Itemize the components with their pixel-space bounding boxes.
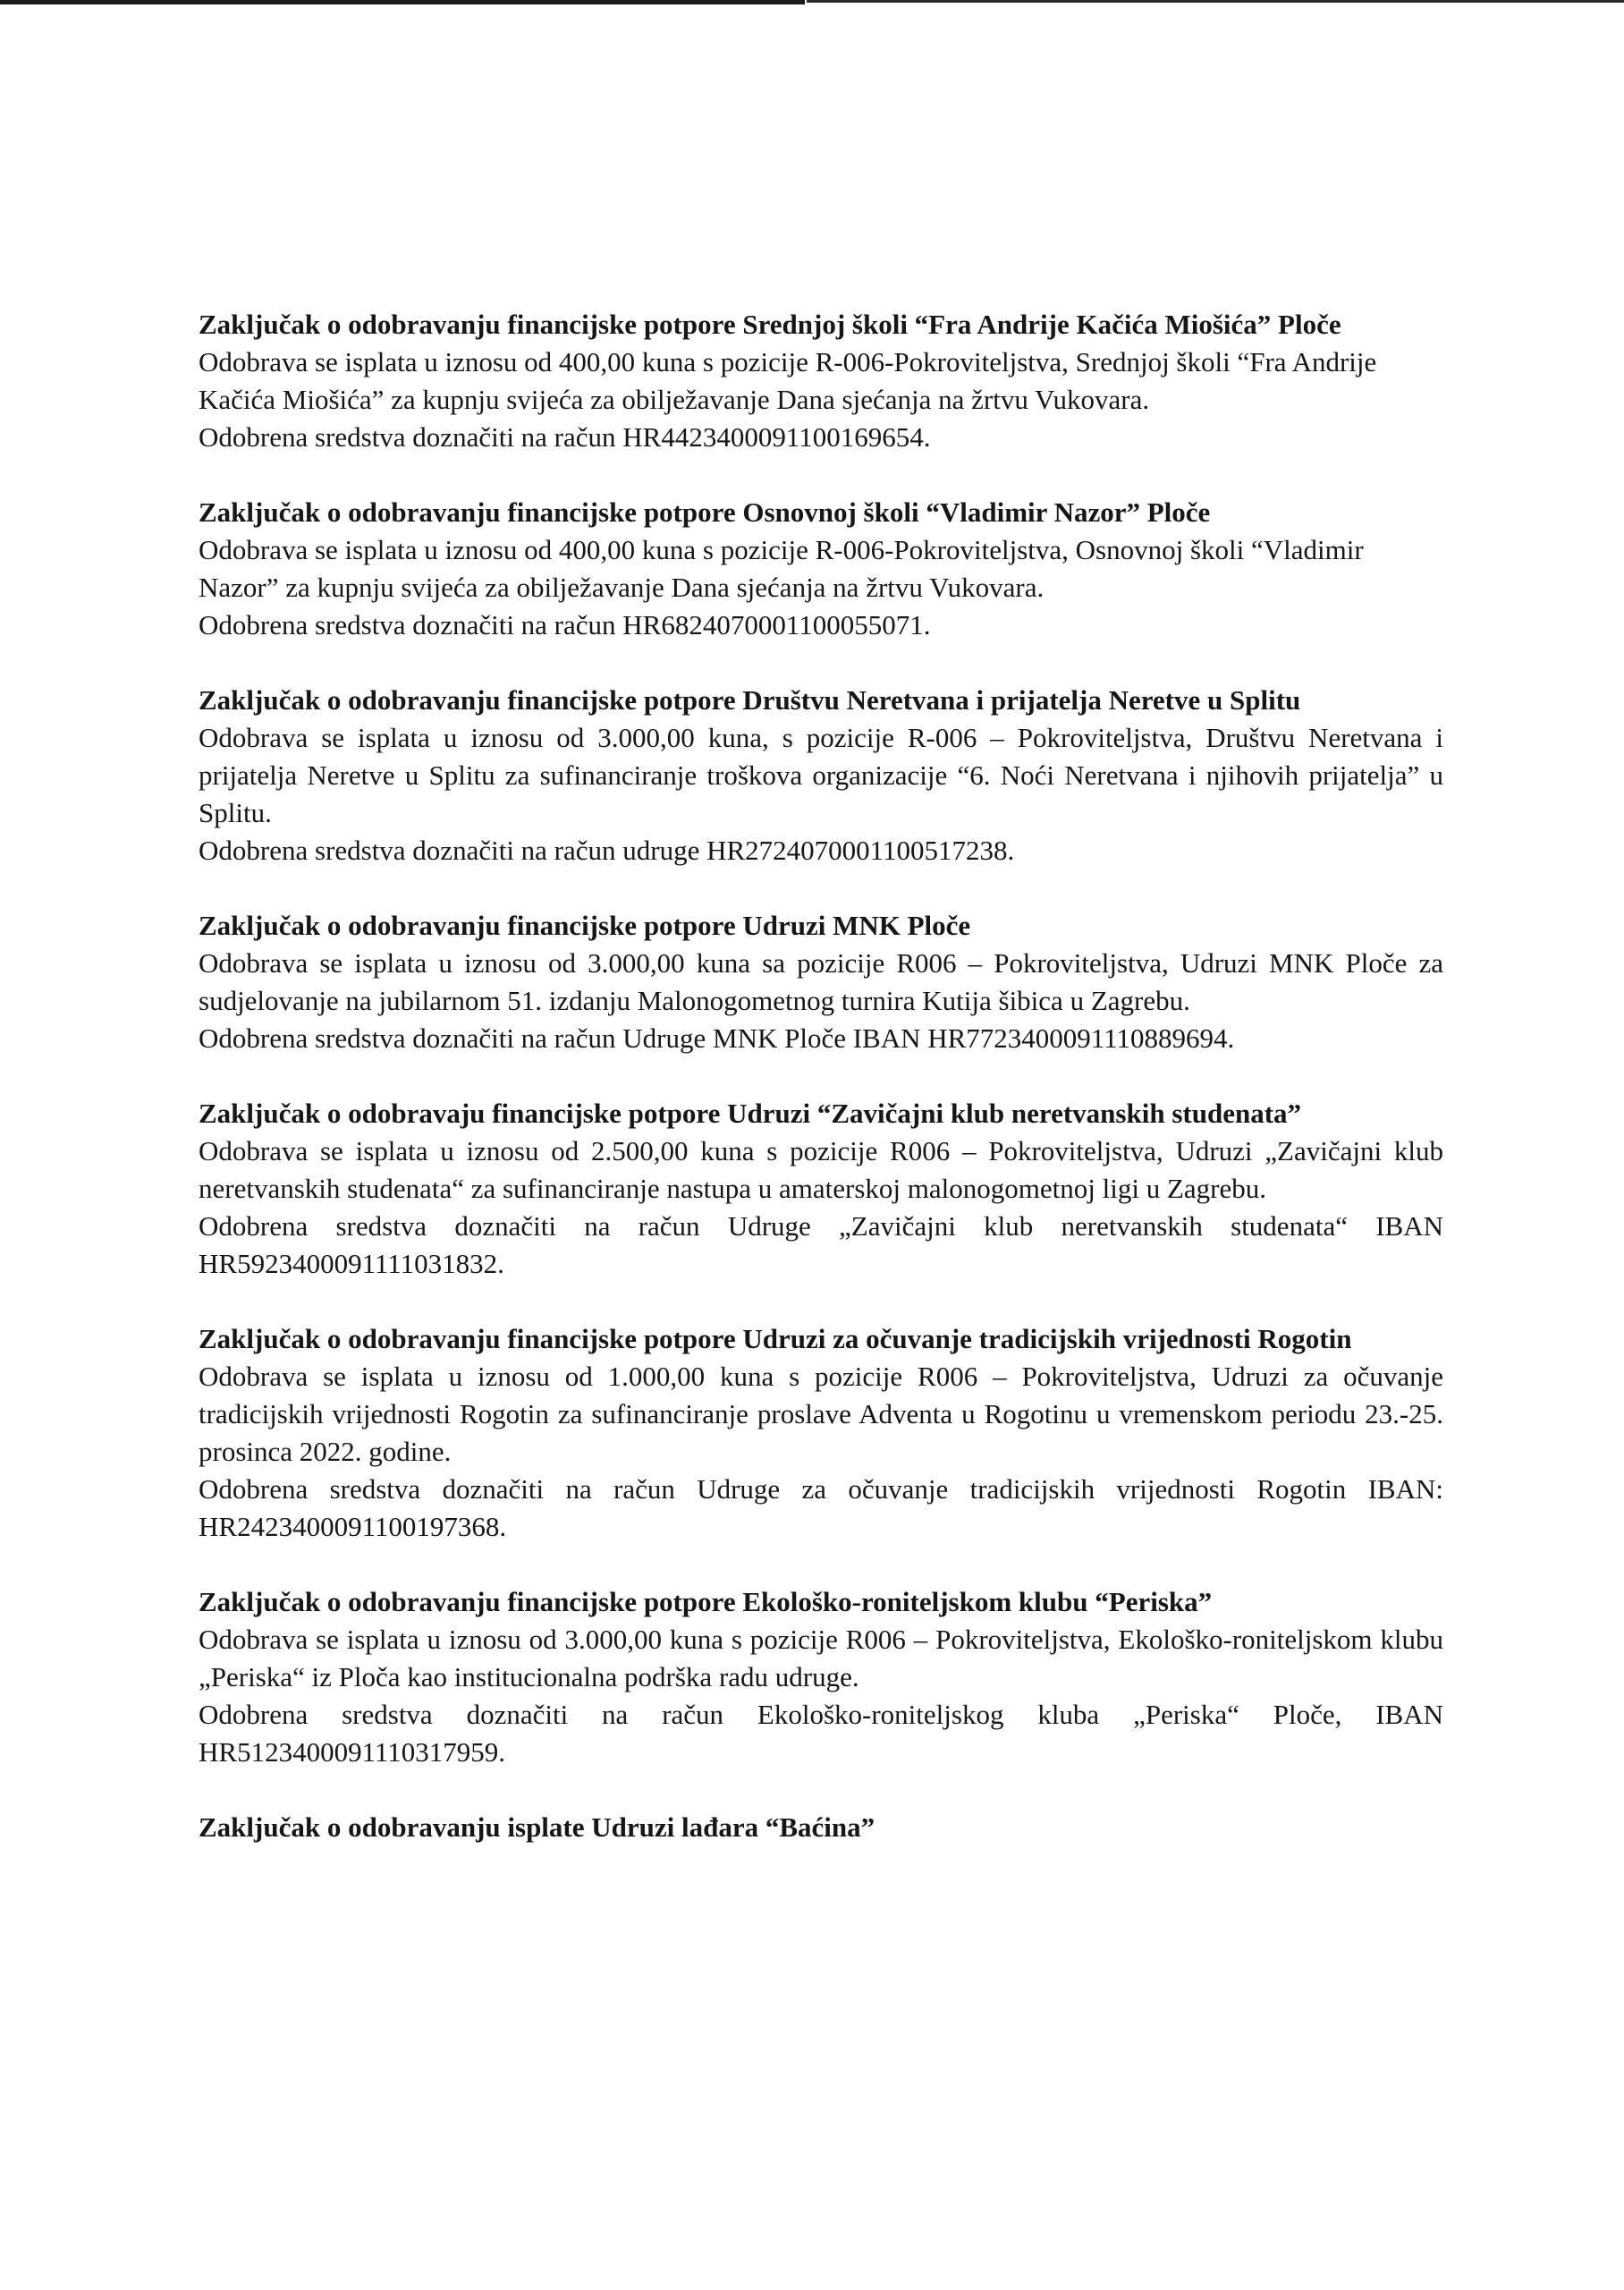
- decision-body: Odobrava se isplata u iznosu od 2.500,00 kuna s pozicije R006 – Pokroviteljstva, Udruzi „Zavičajni klub neretvanskih studenata“ za sufinanciranje nastupa u amaterskoj malonogometnoj ligi u Zagrebu.: [199, 1135, 1443, 1204]
- decision-section-6: [199, 1320, 1443, 1546]
- decision-heading: Zaključak o odobravanju financijske potpore Ekološko-roniteljskom klubu “Periska”: [199, 1586, 1213, 1617]
- decision-section-4: [199, 907, 1443, 1057]
- decision-section-7: [199, 1583, 1443, 1771]
- decision-body: Odobrava se isplata u iznosu od 3.000,00 kuna sa pozicije R006 – Pokroviteljstva, Udruzi MNK Ploče za sudjelovanje na jubilarnom 51. izdanju Malonogometnog turnira Kutija šibica u Zagrebu.: [199, 947, 1443, 1016]
- decision-heading: Zaključak o odobravanju financijske potpore Osnovnoj školi “Vladimir Nazor” Ploče: [199, 496, 1211, 528]
- document-page: [199, 306, 1443, 1884]
- decision-body: Odobrava se isplata u iznosu od 3.000,00 kuna, s pozicije R-006 – Pokroviteljstva, Društvu Neretvana i prijatelja Neretve u Splitu za sufinanciranje troškova organizacije “6. Noći Neretvana i njihovih prijatelja” u Splitu.: [199, 722, 1443, 828]
- decision-account: Odobrena sredstva doznačiti na račun Udruge „Zavičajni klub neretvanskih studenata“ IBAN HR5923400091111031832.: [199, 1210, 1443, 1279]
- scan-top-edge: [0, 0, 805, 4]
- decision-heading: Zaključak o odobravanju financijske potpore Udruzi MNK Ploče: [199, 910, 971, 941]
- decision-heading: Zaključak o odobravanju financijske potpore Udruzi za očuvanje tradicijskih vrijednosti Rogotin: [199, 1323, 1352, 1354]
- decision-section-3: [199, 682, 1443, 869]
- decision-section-8: [199, 1809, 1443, 1846]
- decision-section-2: [199, 494, 1443, 644]
- decision-heading: Zaključak o odobravanju financijske potpore Društvu Neretvana i prijatelja Neretve u Splitu: [199, 684, 1301, 716]
- decision-body: Odobrava se isplata u iznosu od 400,00 kuna s pozicije R-006-Pokroviteljstva, Osnovnoj školi “Vladimir Nazor” za kupnju svijeća za obilježavanje Dana sjećanja na žrtvu Vukovara.: [199, 534, 1364, 603]
- decision-account: Odobrena sredstva doznačiti na račun HR6824070001100055071.: [199, 609, 931, 640]
- decision-body: Odobrava se isplata u iznosu od 1.000,00 kuna s pozicije R006 – Pokroviteljstva, Udruzi za očuvanje tradicijskih vrijednosti Rogotin za sufinanciranje proslave Adventa u Rogotinu u vremenskom periodu 23.-25. prosinca 2022. godine.: [199, 1361, 1443, 1467]
- decision-account: Odobrena sredstva doznačiti na račun HR4423400091100169654.: [199, 421, 931, 453]
- scan-top-edge-right: [807, 0, 1624, 3]
- decision-heading: Zaključak o odobravanju isplate Udruzi lađara “Baćina”: [199, 1811, 875, 1843]
- decision-account: Odobrena sredstva doznačiti na račun Udruge za očuvanje tradicijskih vrijednosti Rogotin IBAN: HR2423400091100197368.: [199, 1473, 1443, 1542]
- decision-heading: Zaključak o odobravaju financijske potpore Udruzi “Zavičajni klub neretvanskih studenata”: [199, 1098, 1302, 1129]
- decision-section-5: [199, 1095, 1443, 1283]
- decision-account: Odobrena sredstva doznačiti na račun Ekološko-roniteljskog kluba „Periska“ Ploče, IBAN HR5123400091110317959.: [199, 1699, 1443, 1768]
- decision-body: Odobrava se isplata u iznosu od 3.000,00 kuna s pozicije R006 – Pokroviteljstva, Ekološko-roniteljskom klubu „Periska“ iz Ploča kao institucionalna podrška radu udruge.: [199, 1624, 1443, 1692]
- decision-account: Odobrena sredstva doznačiti na račun udruge HR2724070001100517238.: [199, 835, 1015, 866]
- decision-account: Odobrena sredstva doznačiti na račun Udruge MNK Ploče IBAN HR7723400091110889694.: [199, 1022, 1235, 1054]
- decision-body: Odobrava se isplata u iznosu od 400,00 kuna s pozicije R-006-Pokroviteljstva, Srednjoj školi “Fra Andrije Kačića Miošića” za kupnju svijeća za obilježavanje Dana sjećanja na žrtvu Vukovara.: [199, 346, 1377, 415]
- decision-section-1: [199, 306, 1443, 456]
- decision-heading: Zaključak o odobravanju financijske potpore Srednjoj školi “Fra Andrije Kačića Miošića” Ploče: [199, 309, 1341, 340]
